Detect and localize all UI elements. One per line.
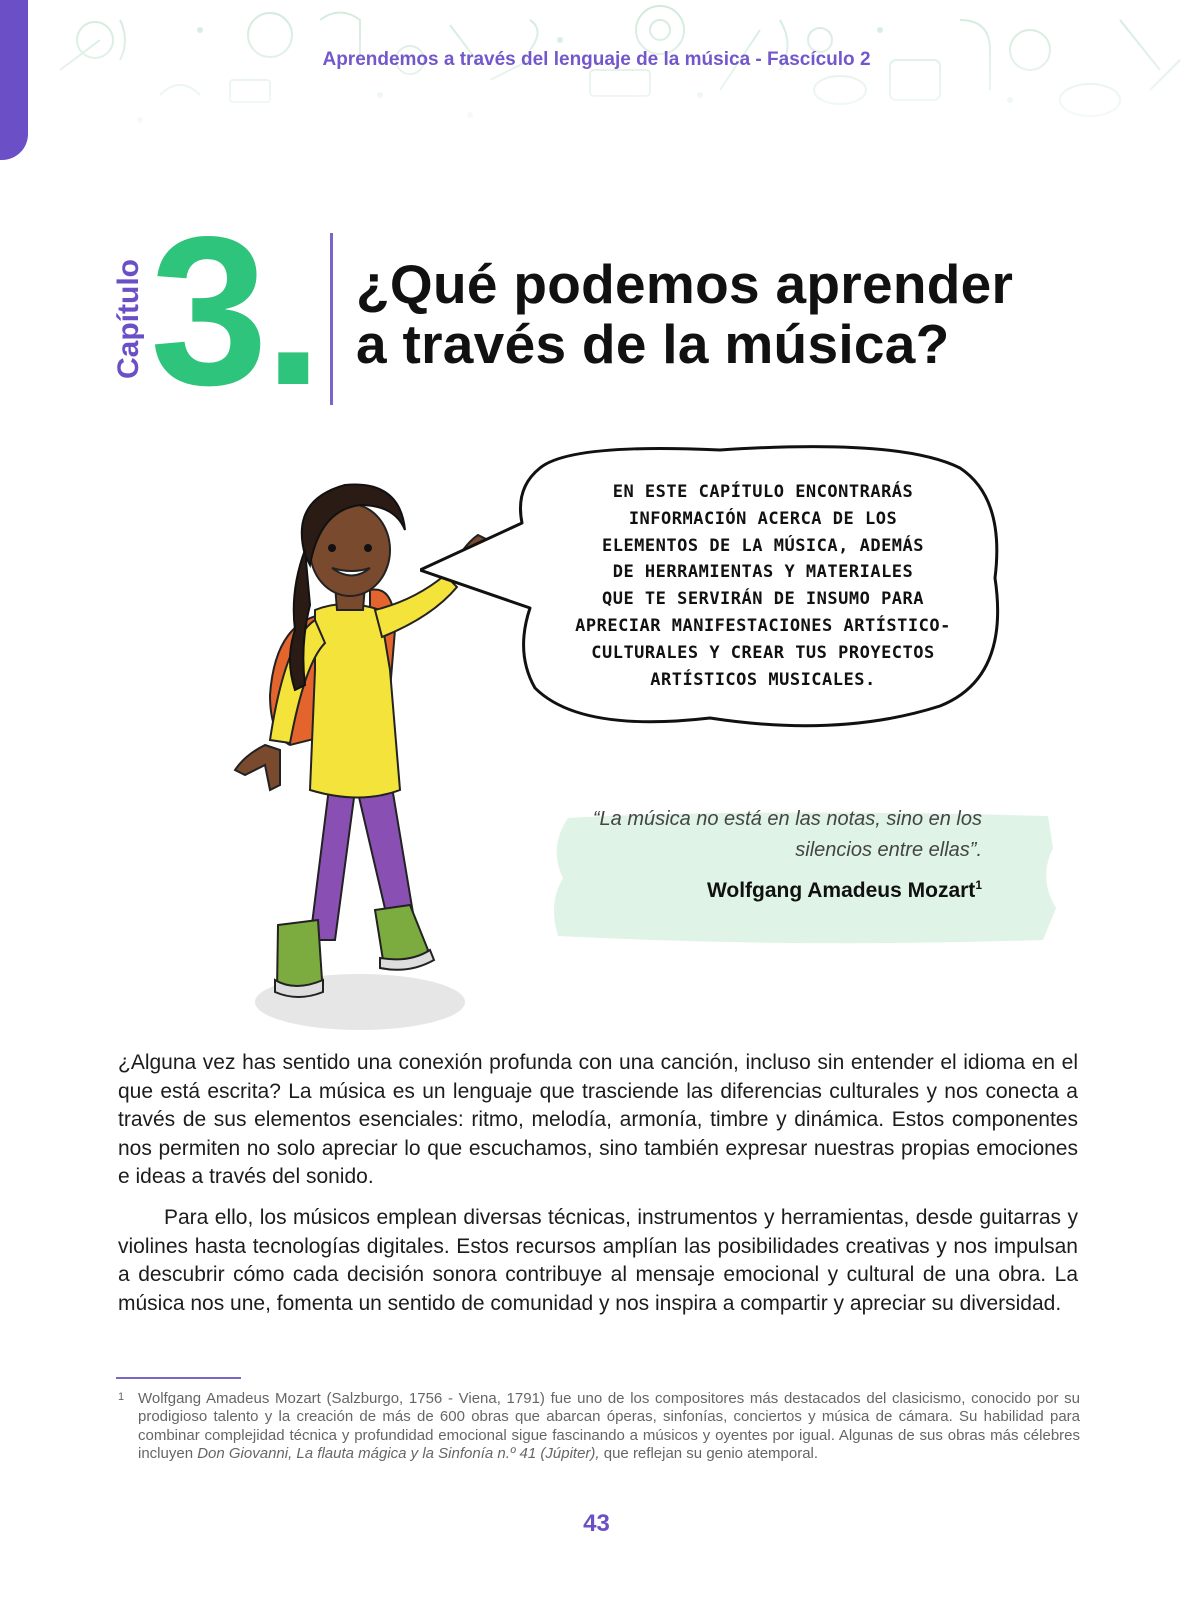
page-number: 43 (583, 1510, 610, 1537)
speech-line: APRECIAR MANIFESTACIONES ARTÍSTICO- (575, 615, 951, 636)
footnote-divider (116, 1377, 241, 1379)
running-head: Aprendemos a través del lenguaje de la música - Fascículo 2 (322, 49, 871, 70)
chapter-label-container (106, 256, 152, 382)
speech-line: QUE TE SERVIRÁN DE INSUMO PARA (601, 589, 925, 610)
chapter-label: Capítulo (112, 259, 145, 379)
footnote (118, 1390, 1080, 1463)
mozart-quote (560, 804, 982, 866)
footnote-reference[interactable]: 1 (975, 878, 982, 892)
chapter-title-line2: a través de la música? (356, 313, 950, 375)
footnote-text-start: Wolfgang Amadeus Mozart (Salzburgo, 1756 - Viena, 1791) fue uno de los compositores más destacados del clasicismo, conocido por su prodigioso talento y la creación de más de 600 obras que abarcan óperas, sinfonías, conciertos y música de cámara. Su habilidad para combinar complejidad técnica y profundidad emocional sigue fascinando a músicos y oyentes por igual. Algunas de sus obras más célebres incluyen (138, 1390, 1080, 1462)
chapter-number: 3. (150, 192, 319, 429)
body-paragraph-1: ¿Alguna vez has sentido una conexión profunda con una canción, incluso sin entender el idioma en el que está escrita? La música es un lenguaje que trasciende las diferencias culturales y nos conecta a través de sus elementos esenciales: ritmo, melodía, armonía, timbre y dinámica. Estos componentes nos permiten no solo apreciar lo que escuchamos, sino también expresar nuestras propias emociones e ideas a través del sonido. (118, 1051, 1078, 1188)
body-paragraph-2: Para ello, los músicos emplean diversas técnicas, instrumentos y herramientas, desde guitarras y violines hasta tecnologías digitales. Estos recursos amplían las posibilidades creativas y nos impulsan a descubrir cómo cada decisión sonora contribuye al mensaje emocional y cultural de una obra. La música nos une, fomenta un sentido de comunidad y nos inspira a compartir y apreciar su diversidad. (118, 1206, 1078, 1315)
footnote-body (138, 1390, 1080, 1463)
speech-line: EN ESTE CAPÍTULO ENCONTRARÁS (612, 482, 914, 502)
music-instruments-pattern-icon (0, 0, 1193, 150)
speech-line: CULTURALES Y CREAR TUS PROYECTOS (591, 642, 935, 663)
quote-line1: “La música no está en las notas, sino en los (592, 808, 982, 830)
speech-line: ARTÍSTICOS MUSICALES. (650, 669, 876, 690)
chapter-title-line1: ¿Qué podemos aprender (356, 253, 1014, 315)
quote-line2: silencios entre ellas”. (795, 839, 982, 861)
speech-bubble-text (553, 479, 973, 693)
side-tab-marker (0, 0, 28, 160)
footnote-text-end: que reflejan su genio atemporal. (599, 1444, 819, 1462)
header-instrument-pattern (0, 0, 1193, 150)
speech-line: DE HERRAMIENTAS Y MATERIALES (612, 562, 914, 583)
quote-author (560, 878, 982, 903)
footnote-mark: 1 (118, 1391, 125, 1403)
quote-author-name: Wolfgang Amadeus Mozart (706, 879, 976, 902)
footnote-works: Don Giovanni, La flauta mágica y la Sinfonía n.º 41 (Júpiter), (197, 1444, 600, 1462)
chapter-title (356, 254, 1156, 374)
speech-line: INFORMACIÓN ACERCA DE LOS (628, 508, 898, 529)
speech-line: ELEMENTOS DE LA MÚSICA, ADEMÁS (601, 535, 925, 556)
chapter-divider (330, 233, 333, 405)
